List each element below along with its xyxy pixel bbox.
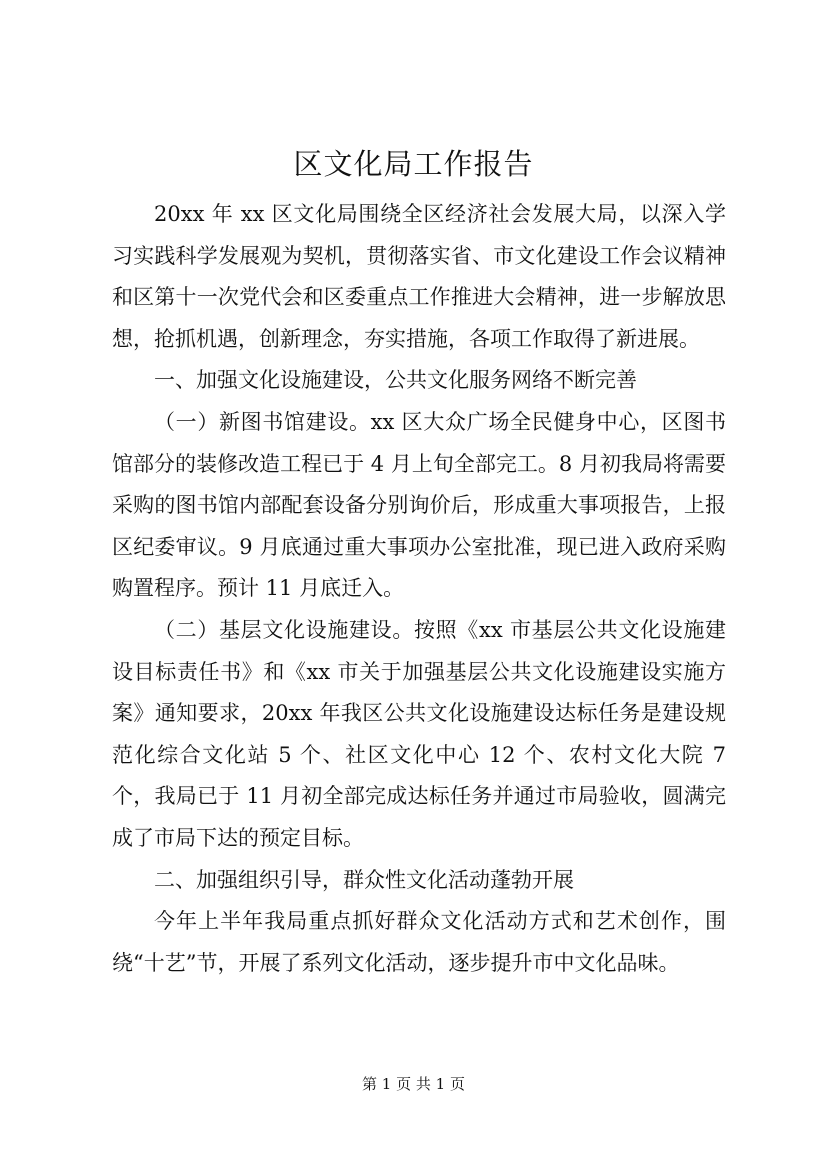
section-heading-1: 一、加强文化设施建设，公共文化服务网络不断完善 xyxy=(154,368,637,393)
paragraph-new-library: （一）新图书馆建设。xx 区大众广场全民健身中心，区图书馆部分的装修改造工程已于 4 月上旬全部完工。8 月初我局将需要采购的图书馆内部配套设备分别询价后，形成重大事项报告，上报区纪委审议。9 月底通过重大事项办公室批准，现已进入政府采购购置程序。预计 11 月底迁入。 xyxy=(112,409,726,601)
paragraph-grassroots-facilities: （二）基层文化设施建设。按照《xx 市基层公共文化设施建设目标责任书》和《xx 市关于加强基层公共文化设施建设实施方案》通知要求，20xx 年我区公共文化设施建设达标任务是建设规范化综合文化站 5 个、社区文化中心 12 个、农村文化大院 7 个，我局已于 11 月初全部完成达标任务并通过市局验收，圆满完成了市局下达的预定目标。 xyxy=(112,617,726,850)
document-title: 区文化局工作报告 xyxy=(293,147,534,181)
section-heading-2: 二、加强组织引导，群众性文化活动蓬勃开展 xyxy=(154,867,574,892)
document-body xyxy=(112,194,726,984)
page-footer: 第 1 页 共 1 页 xyxy=(362,1075,465,1093)
paragraph-intro: 20xx 年 xx 区文化局围绕全区经济社会发展大局，以深入学习实践科学发展观为契机，贯彻落实省、市文化建设工作会议精神和区第十一次党代会和区委重点工作推进大会精神，进一步解放思想，抢抓机遇，创新理念，夯实措施，各项工作取得了新进展。 xyxy=(112,202,726,351)
paragraph-cultural-activities: 今年上半年我局重点抓好群众文化活动方式和艺术创作，围绕“十艺”节，开展了系列文化活动，逐步提升市中文化品味。 xyxy=(112,909,726,975)
